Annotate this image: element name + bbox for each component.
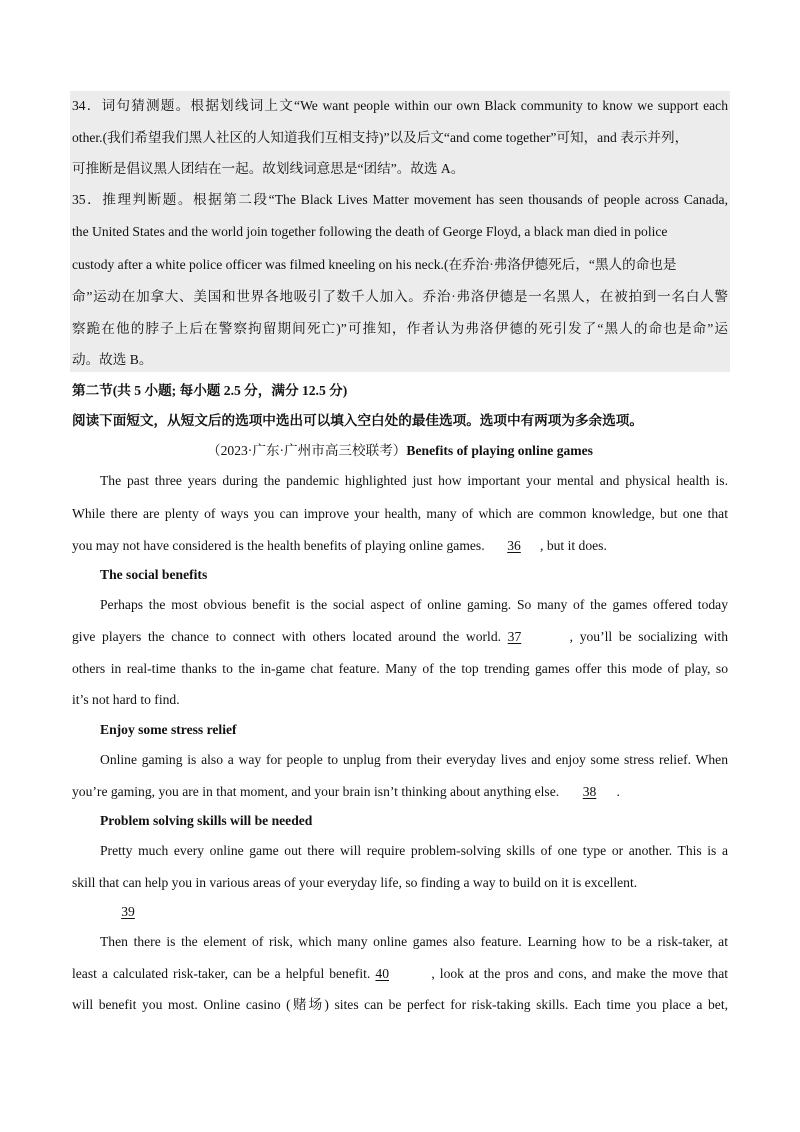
paragraph-1-line-3: you may not have considered is the health benefits of playing online games. 36 , but it does. — [72, 538, 607, 553]
explanation-34-line-2: other.(我们希望我们黑人社区的人知道我们互相支持)”以及后文“and come together”可知，and 表示并列， — [72, 130, 689, 145]
blank-39-line — [100, 903, 156, 921]
paragraph-3-line-1: Online gaming is also a way for people to unplug from their everyday lives and enjoy some stress relief. When — [100, 752, 728, 767]
section-instruction: 阅读下面短文，从短文后的选项中选出可以填入空白处的最佳选项。选项中有两项为多余选项。 — [72, 413, 643, 428]
paragraph-2-line-3: others in real-time thanks to the in-game chat feature. Many of the top trending games offer this mode of play, so — [72, 661, 728, 676]
explanation-35-line-1: 35．推理判断题。根据第二段“The Black Lives Matter movement has seen thousands of people across Canada, — [72, 192, 728, 207]
section-title: 第二节(共 5 小题; 每小题 2.5 分，满分 12.5 分) — [72, 383, 348, 398]
paragraph-5-line-1: Then there is the element of risk, which many online games also feature. Learning how to be a risk-taker, at — [100, 934, 728, 949]
blank-39[interactable]: 39 — [121, 904, 135, 919]
explanation-35-line-6: 动。故选 B。 — [72, 352, 153, 367]
blank-40[interactable]: 40 — [375, 966, 389, 981]
paragraph-2-line-1: Perhaps the most obvious benefit is the social aspect of online gaming. So many of the games offered today — [100, 597, 728, 612]
paragraph-2-line-2: give players the chance to connect with others located around the world. 37 , you’ll be socializing with — [72, 629, 728, 644]
paragraph-4-line-1: Pretty much every online game out there will require problem-solving skills of one type or another. This is a — [100, 843, 728, 858]
paragraph-5-line-2: least a calculated risk-taker, can be a helpful benefit. 40 , look at the pros and cons, and make the move that — [72, 966, 729, 981]
passage-title: Benefits of playing online games — [406, 443, 593, 458]
subheading-problem-solving: Problem solving skills will be needed — [100, 813, 313, 828]
blank-38[interactable]: 38 — [582, 784, 597, 799]
explanation-35-line-5: 察跪在他的脖子上后在警察拘留期间死亡)”可推知，作者认为弗洛伊德的死引发了“黑人的命也是命”运 — [72, 321, 728, 336]
explanation-34-line-3: 可推断是倡议黑人团结在一起。故划线词意思是“团结”。故选 A。 — [72, 161, 465, 176]
paragraph-5-line-3: will benefit you most. Online casino (赌场) sites can be perfect for risk-taking skills. Each time you place a bet, — [72, 997, 728, 1012]
explanation-34-line-1: 34．词句猜测题。根据划线词上文“We want people within our own Black community to know we support each — [72, 98, 728, 113]
paragraph-4-line-2: skill that can help you in various areas of your everyday life, so finding a way to build on it is excellent. — [72, 875, 638, 890]
paragraph-1-line-1: The past three years during the pandemic highlighted just how important your mental and physical health is. — [100, 473, 728, 488]
explanation-35-line-3: custody after a white police officer was filmed kneeling on his neck.(在乔治·弗洛伊德死后，“黑人的命也是 — [72, 257, 677, 272]
subheading-stress-relief: Enjoy some stress relief — [100, 722, 237, 737]
passage-heading — [72, 442, 728, 460]
blank-37[interactable]: 37 — [507, 629, 522, 644]
paragraph-3-line-2: you’re gaming, you are in that moment, and your brain isn’t thinking about anything else. 38 . — [72, 784, 620, 799]
paragraph-1-line-2: While there are plenty of ways you can improve your health, many of which are common knowledge, but one that — [72, 506, 728, 521]
subheading-social-benefits: The social benefits — [100, 567, 208, 582]
blank-36[interactable]: 36 — [507, 538, 521, 553]
paragraph-2-line-4: it’s not hard to find. — [72, 692, 180, 707]
explanation-35-line-4: 命”运动在加拿大、美国和世界各地吸引了数千人加入。乔治·弗洛伊德是一名黑人，在被拍到一名白人警 — [72, 289, 728, 304]
explanation-35-line-2: the United States and the world join together following the death of George Floyd, a black man died in police — [72, 224, 668, 239]
passage-source: （2023·广东·广州市高三校联考） — [207, 443, 407, 458]
